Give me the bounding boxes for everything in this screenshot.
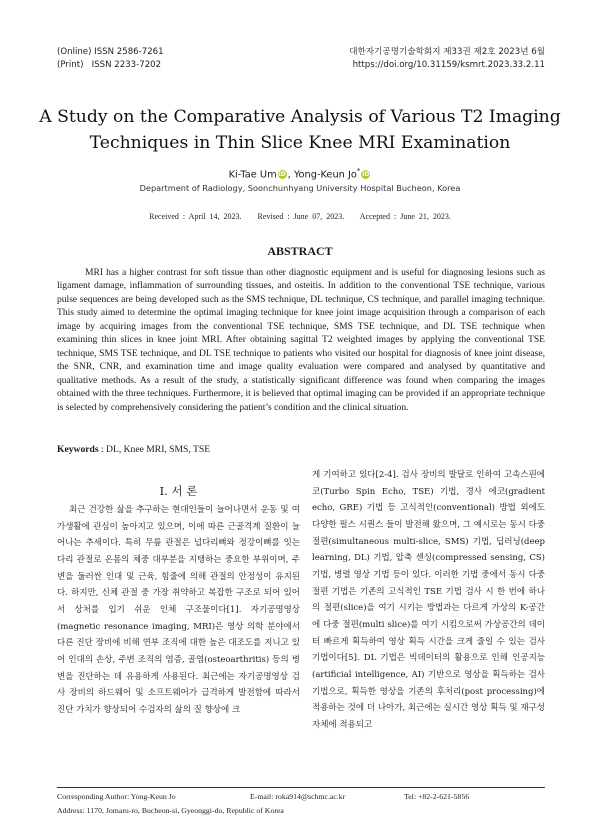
paper-title bbox=[30, 104, 570, 156]
doi-link[interactable]: https://doi.org/10.31159/ksmrt.2023.33.2.11 bbox=[352, 60, 545, 70]
author-separator: , bbox=[287, 169, 294, 181]
print-issn: (Print) ISSN 2233-7202 bbox=[57, 60, 162, 70]
intro-column-right: 게 기여하고 있다[2-4]. 검사 장비의 발달로 인하여 고속스핀에코(Turbo Spin Echo, TSE) 기법, 경사 에코(gradient echo, GRE) 기법 등 고식적인(conventional) 방법 외에도 다양한 펄스 시퀀스 들이 발전해 왔으며, 그 예시로는 동시 다중 절편(simultaneous multi-slice, SMS) 기법, 딥러닝(deep learning, DL) 기법, 압축 센싱(compressed sensing, CS) 기법, 병렬 영상 기법 등이 있다. 이러한 기법 중에서 동시 다중 절편 기법은 기존의 고식적인 TSE 기법 검사 시 한 번에 하나의 절편(slice)을 여기 시키는 방법과는 다르게 가상의 K-공간에 다중 절편(multi slice)를 여기 시킴으로써 가상공간의 데이터 빠르게 획득하여 영상 획득 시간을 크게 줄일 수 있는 검사 기법이다[5]. DL 기법은 빅데이터의 활용으로 인해 인공지능(artificial intelligence, AI) 기반으로 영상을 획득하는 검사 기법으로, 획득한 영상을 기존의 후처리(post processing)에 적용하는 것에 더 나아가, 최근에는 실시간 영상 획득 및 재구성 자체에 적용되고 bbox=[312, 470, 545, 730]
title-line-2: Techniques in Thin Slice Knee MRI Examination bbox=[89, 133, 511, 153]
authors bbox=[0, 167, 600, 180]
journal-info: 대한자기공명기술학회지 제33권 제2호 2023년 6월 bbox=[349, 47, 545, 57]
section-heading-introduction: Ⅰ. 서 론 bbox=[159, 484, 198, 498]
author-1: Ki-Tae Um bbox=[228, 169, 277, 181]
submission-dates: Received : April 14, 2023. Revised : June 07, 2023. Accepted : June 21, 2023. bbox=[149, 212, 451, 221]
title-line-1: A Study on the Comparative Analysis of Various T2 Imaging bbox=[39, 107, 561, 127]
intro-column-left: 최근 건강한 삶을 추구하는 현대인들이 늘어나면서 운동 및 여가생활에 관심이 높아지고 있으며, 이에 따른 근골격계 질환이 늘어나는 추세이다. 특히 무릎 관절은 넙다리뼈와 정강이뼈를 잇는 다리 관절로 온몸의 체중 대부분을 지탱하는 중요한 부위이며, 주변을 둘러싼 인대 및 근육, 힘줄에 의해 관절의 안정성이 유지된다. 하지만, 신체 관절 중 가장 취약하고 복잡한 구조로 되어 있어서 상처를 입기 쉬운 인체 구조물이다[1]. 자기공명영상(magnetic resonance imaging, MRI)은 영상 의학 분야에서 다른 진단 장비에 비해 연부 조직에 대한 높은 대조도를 지니고 있어 인대의 손상, 주변 조직의 염증, 골염(osteoarthritis) 등의 병변을 진단하는 데 유용하게 사용된다. 최근에는 자기공명영상 검사 장비의 하드웨어 및 소프트웨어가 급격하게 발전함에 따라서 진단 가치가 향상되어 수검자의 삶의 질 향상에 크 bbox=[57, 505, 300, 715]
author-tel: Tel: +82-2-621-5856 bbox=[404, 792, 470, 801]
corresponding-author: Corresponding Author: Yong-Keun Jo bbox=[57, 792, 176, 801]
online-issn: (Online) ISSN 2586-7261 bbox=[57, 47, 164, 57]
author-2: Yong-Keun Jo bbox=[293, 169, 357, 181]
department: Department of Radiology, Soonchunhyang University Hospital Bucheon, Korea bbox=[139, 183, 461, 193]
keywords-label: Keywords bbox=[57, 444, 99, 455]
author-email[interactable]: E-mail: roka914@schmc.ac.kr bbox=[250, 792, 346, 801]
footer-divider bbox=[57, 787, 545, 788]
corresponding-asterisk: * bbox=[356, 167, 361, 175]
keywords-list: : DL, Knee MRI, SMS, TSE bbox=[98, 444, 211, 455]
orcid-icon[interactable]: iD bbox=[278, 171, 286, 179]
abstract-heading: ABSTRACT bbox=[267, 244, 333, 258]
keywords bbox=[57, 444, 210, 455]
author-address: Address: 1170, Jomaru-ro, Bucheon-si, Gyeonggi-do, Republic of Korea bbox=[57, 806, 284, 815]
orcid-icon[interactable]: iD bbox=[362, 171, 370, 179]
abstract-text: MRI has a higher contrast for soft tissue than other diagnostic equipment and is useful for diagnosing lesions such as ligament damage, inflammation of surrounding tissues, and osteitis. In addition to the conventional TSE technique, various pulse sequences are being developed such as the SMS technique, DL technique, CS technique, and parallel imaging technique. This study aimed to determine the optimal imaging technique for knee joint image acquisition through a comparison of each image by acquiring images from the conventional TSE technique, SMS TSE technique, and DL TSE technique when examining thin slices in knee joint MRI. After obtaining sagittal T2 weighted images by applying the conventional TSE technique, SMS TSE technique, and DL TSE technique to patients who visited our hospital for diagnosis of knee joint disease, the SNR, CNR, and examination time and image quality evaluation were compared and analysed by quantitative and qualitative methods. As a result of the study, a statistically significant difference was found when comparing the images obtained with the three techniques. Furthermore, it is believed that optimal imaging can be provided if an appropriate technique is selected by comprehensively considering the patient’s condition and the clinical situation. bbox=[57, 267, 545, 413]
